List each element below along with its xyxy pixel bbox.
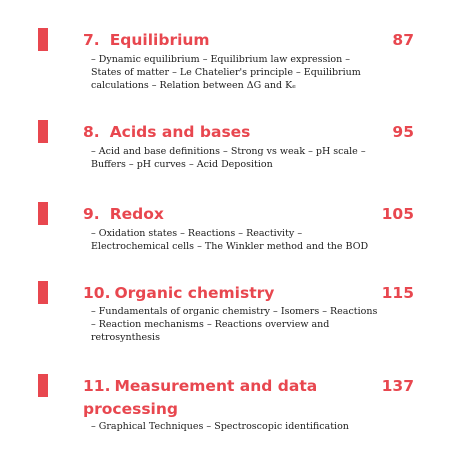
section-marker	[38, 202, 48, 225]
topic-item: Reactions	[330, 306, 378, 317]
topic-item: Acid Deposition	[196, 159, 273, 170]
section-number: 9.	[83, 205, 100, 223]
topic-item: Oxidation states	[98, 228, 178, 239]
section-heading[interactable]	[83, 29, 210, 52]
topic-item: Reactions overview and retrosynthesis	[91, 319, 330, 343]
page-number[interactable]: 115	[381, 284, 414, 302]
page-number[interactable]: 95	[392, 123, 414, 141]
topic-item: Graphical Techniques	[98, 421, 204, 432]
section-number: 11.	[83, 377, 111, 395]
topic-item: Reactivity	[246, 228, 295, 239]
topic-item: Strong vs weak	[230, 146, 306, 157]
topic-item: The Winkler method and the BOD	[204, 241, 369, 252]
topic-item: Reactions	[187, 228, 236, 239]
page-number[interactable]: 87	[392, 31, 414, 49]
topic-item: Electrochemical cells	[91, 241, 195, 252]
section-heading[interactable]	[83, 375, 323, 421]
topic-list: – Graphical Techniques – Spectroscopic identification	[91, 421, 349, 432]
section-heading[interactable]	[83, 203, 164, 226]
topic-item: Relation between ΔG and Kₑ	[159, 80, 296, 91]
topic-item: pH scale	[315, 146, 358, 157]
section-number: 8.	[83, 123, 100, 141]
topic-item: States of matter	[91, 67, 170, 78]
topic-item: Fundamentals of organic chemistry	[98, 306, 270, 317]
topic-item: pH curves	[136, 159, 186, 170]
section-marker	[38, 120, 48, 143]
topic-item: Acid and base definitions	[98, 146, 221, 157]
topic-item: Dynamic equilibrium	[98, 54, 200, 65]
topic-list: – Acid and base definitions – Strong vs weak – pH scale – Buffers – pH curves – Acid Deposition	[91, 146, 366, 170]
topic-item: Equilibrium calculations	[91, 67, 361, 91]
topic-item: Reaction mechanisms	[98, 319, 204, 330]
section-marker	[38, 28, 48, 51]
topic-list: – Fundamentals of organic chemistry – Isomers – Reactions – Reaction mechanisms – Reactions overview and retrosynthesis	[91, 306, 378, 343]
section-title: Measurement and data processing	[83, 377, 318, 418]
topic-item: Le Chatelier's principle	[179, 67, 293, 78]
section-heading[interactable]	[83, 282, 274, 305]
page-number[interactable]: 105	[381, 205, 414, 223]
topic-item: Spectroscopic identification	[214, 421, 349, 432]
section-title: Redox	[109, 205, 164, 223]
section-title: Organic chemistry	[114, 284, 275, 302]
section-heading[interactable]	[83, 121, 250, 144]
section-marker	[38, 281, 48, 304]
topic-item: Equilibrium law expression	[210, 54, 343, 65]
topic-list: – Oxidation states – Reactions – Reactivity – Electrochemical cells – The Winkler method and the BOD	[91, 228, 369, 252]
section-number: 7.	[83, 31, 100, 49]
topic-item: Buffers	[91, 159, 126, 170]
section-number: 10.	[83, 284, 111, 302]
section-title: Equilibrium	[109, 31, 210, 49]
page-number[interactable]: 137	[381, 377, 414, 395]
section-marker	[38, 374, 48, 397]
section-title: Acids and bases	[109, 123, 251, 141]
topic-item: Isomers	[280, 306, 320, 317]
topic-list: – Dynamic equilibrium – Equilibrium law expression – States of matter – Le Chatelier's principle – Equilibrium calculations – Relation between ΔG and Kₑ	[91, 54, 361, 91]
